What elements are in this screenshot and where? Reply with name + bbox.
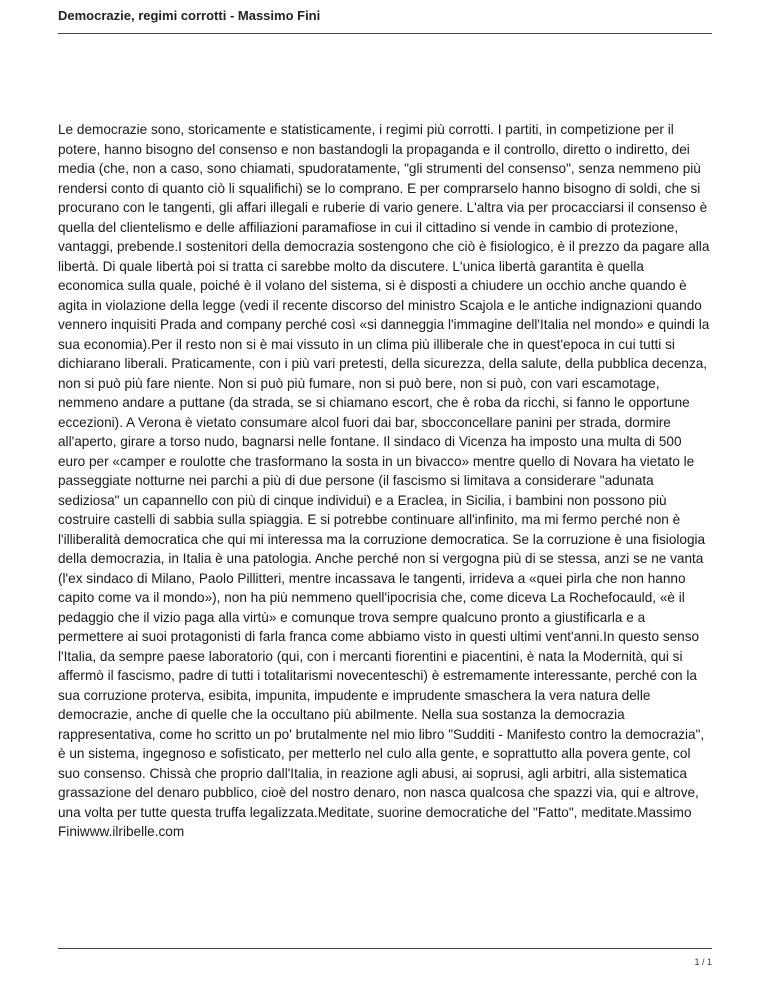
- header-divider: [58, 33, 712, 34]
- page-header: [58, 8, 712, 34]
- article-body: Le democrazie sono, storicamente e statisticamente, i regimi più corrotti. I partiti, in competizione per il potere, hanno bisogno del consenso e non bastandogli la propaganda e il controllo, diretto o indiretto, dei media (che, non a caso, sono chiamati, spudoratamente, "gli strumenti del consenso", senza nemmeno più rendersi conto di quanto ciò li squalifichi) se lo comprano. E per comprarselo hanno bisogno di soldi, che si procurano con le tangenti, gli affari illegali e ruberie di vario genere. L'altra via per procacciarsi il consenso è quella del clientelismo e delle affiliazioni paramafiose in cui il cittadino si vende in cambio di protezione, vantaggi, prebende.I sostenitori della democrazia sostengono che ciò è fisiologico, è il prezzo da pagare alla libertà. Di quale libertà poi si tratta ci sarebbe molto da discutere. L'unica libertà garantita è quella economica sulla quale, poiché è il volano del sistema, si è disposti a chiudere un occhio anche quando è agita in violazione della legge (vedi il recente discorso del ministro Scajola e le antiche indignazioni quando vennero inquisiti Prada and company perché così «si danneggia l'immagine dell'Italia nel mondo» e quindi la sua economia).Per il resto non si è mai vissuto in un clima più illiberale che in quest'epoca in cui tutti si dichiarano liberali. Praticamente, con i più vari pretesti, della sicurezza, della salute, della pubblica decenza, non si può più fare niente. Non si può più fumare, non si può bere, non si può, con vari escamotage, nemmeno andare a puttane (da strada, se si chiamano escort, che è roba da ricchi, si fanno le opportune eccezioni). A Verona è vietato consumare alcol fuori dai bar, sbocconcellare panini per strada, dormire all'aperto, girare a torso nudo, bagnarsi nelle fontane. Il sindaco di Vicenza ha imposto una multa di 500 euro per «camper e roulotte che trasformano la sosta in un bivacco» mentre quello di Novara ha vietato le passeggiate notturne nei parchi a più di due persone (il fascismo si limitava a considerare "adunata sediziosa" un capannello con più di cinque individui) e a Eraclea, in Sicilia, i bambini non possono più costruire castelli di sabbia sulla spiaggia. E si potrebbe continuare all'infinito, ma mi fermo perché non è l'illiberalità democratica che qui mi interessa ma la corruzione democratica. Se la corruzione è una fisiologia della democrazia, in Italia è una patologia. Anche perché non si vergogna più di se stessa, anzi se ne vanta (l'ex sindaco di Milano, Paolo Pillitteri, mentre incassava le tangenti, irrideva a «quei pirla che non hanno capito come va il mondo»), non ha più nemmeno quell'ipocrisia che, come diceva La Rochefocauld, «è il pedaggio che il vizio paga alla virtù» e comunque trova sempre qualcuno pronto a giustificarla e a permettere ai suoi protagonisti di farla franca come abbiamo visto in questi ultimi vent'anni.In questo senso l'Italia, da sempre paese laboratorio (qui, con i mercanti fiorentini e piacentini, è nata la Modernità, qui si affermò il fascismo, padre di tutti i totalitarismi novecenteschi) è estremamente interessante, perché con la sua corruzione proterva, esibita, impunita, impudente e imprudente smaschera la vera natura delle democrazie, anche di quelle che la occultano più abilmente. Nella sua sostanza la democrazia rappresentativa, come ho scritto un po' brutalmente nel mio libro "Sudditi - Manifesto contro la democrazia", è un sistema, ingegnoso e sofisticato, per metterlo nel culo alla gente, e soprattutto alla povera gente, col suo consenso. Chissà che proprio dall'Italia, in reazione agli abusi, ai soprusi, agli arbitri, alla sistematica grassazione del denaro pubblico, cioè del nostro denaro, non nasca qualcosa che spazzi via, qui e altrove, una volta per tutte questa truffa legalizzata.Meditate, suorine democratiche del "Fatto", meditate.Massimo Finiwww.ilribelle.com: [58, 122, 710, 839]
- page-number: 1 / 1: [694, 957, 712, 967]
- footer-divider: [58, 948, 712, 949]
- document-title: Democrazie, regimi corrotti - Massimo Fini: [58, 8, 321, 23]
- page-footer: [58, 948, 712, 968]
